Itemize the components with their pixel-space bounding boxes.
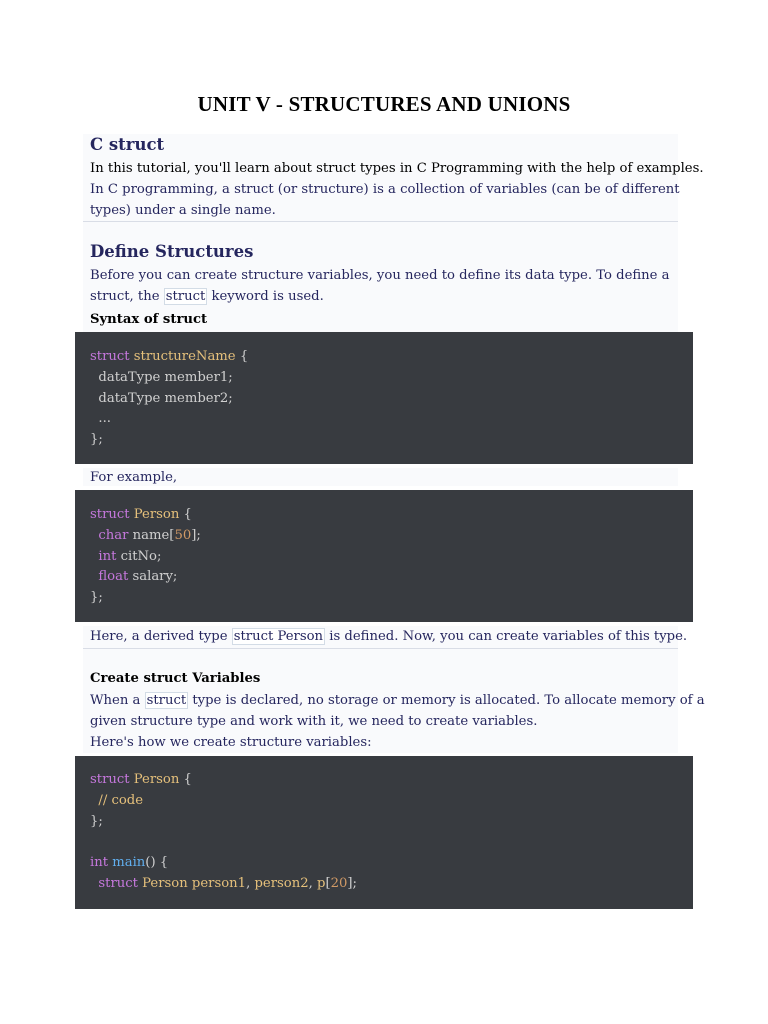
code-line: struct Person { [90,772,192,787]
heading-define-structures: Define Structures [90,242,254,261]
derived-type-text: Here, a derived type struct Person is defined. Now, you can create variables of this type. [90,629,688,644]
code-line: struct Person { [90,507,192,522]
code-line: struct Person person1, person2, p[20]; [90,875,357,891]
struct-definition-line2: types) under a single name. [90,203,276,218]
inline-code-struct-person: struct Person [233,629,324,644]
code-line: struct structureName { [90,349,249,364]
code-line: int citNo; [90,548,162,564]
define-text-line1: Before you can create structure variables, you need to define its data type. To define a [90,268,670,283]
code-line: }; [90,813,103,829]
page-title: UNIT V - STRUCTURES AND UNIONS [197,92,571,116]
code-block-variables [75,756,693,909]
code-line: int main() { [90,855,169,871]
for-example-text: For example, [90,470,178,485]
heading-c-struct: C struct [90,135,165,154]
define-text-line2: struct, the struct keyword is used. [90,289,324,304]
variables-text-line2: given structure type and work with it, we need to create variables. [90,714,538,729]
code-line: char name[50]; [90,527,201,543]
code-line-blank [90,832,693,853]
struct-definition-line1: In C programming, a struct (or structure) is a collection of variables (can be of different [90,182,680,197]
variables-text-line3: Here's how we create structure variables: [90,735,372,750]
code-line: dataType member1; [90,369,233,385]
code-comment-line: // code [90,792,144,808]
code-block-example [75,490,693,622]
code-line: float salary; [90,569,178,585]
code-line: }; [90,432,103,448]
code-line: ... [90,411,111,427]
intro-text: In this tutorial, you'll learn about struct types in C Programming with the help of examples. [90,161,704,176]
variables-text-line1: When a struct type is declared, no storage or memory is allocated. To allocate memory of a [90,693,705,708]
inline-code-struct: struct [165,289,206,304]
inline-code-struct: struct [146,693,187,708]
heading-create-variables: Create struct Variables [90,671,261,686]
code-line: dataType member2; [90,390,233,406]
code-line: }; [90,590,103,606]
code-block-syntax [75,332,693,464]
syntax-heading: Syntax of struct [90,312,208,327]
